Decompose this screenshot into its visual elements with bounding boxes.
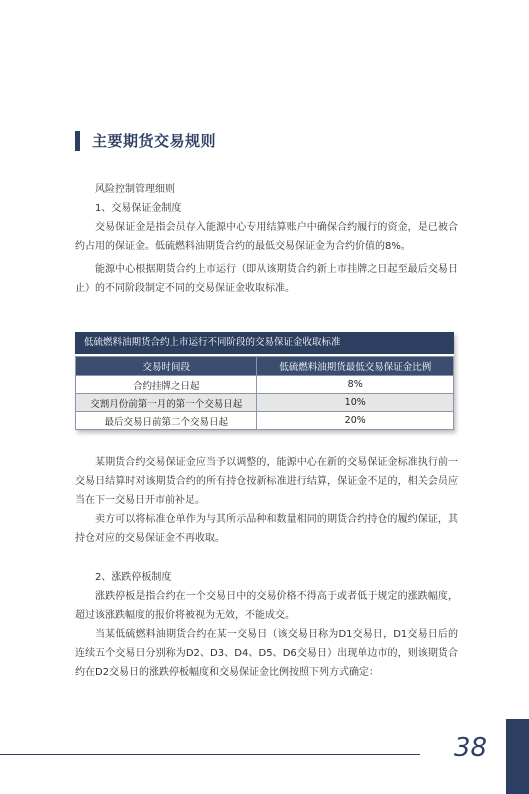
table-cell: 20% xyxy=(257,412,454,430)
paragraph: 当某低硫燃料油期货合约在某一交易日（该交易日称为D1交易日，D1交易日后的连续五个交易日分别称为D2、D3、D4、D5、D6交易日）出现单边市的，则该期货合约在D2交易日的涨跌停板幅度和交易保证金比例按照下列方式确定： xyxy=(75,629,458,678)
table xyxy=(75,356,454,430)
paragraph: 交易保证金是指会员存入能源中心专用结算账户中确保合约履行的资金，是已被合约占用的保证金。低硫燃料油期货合约的最低交易保证金为合约价值的8%。 xyxy=(75,222,458,252)
table-cell: 交割月份前第一月的第一个交易日起 xyxy=(76,394,257,412)
table-row xyxy=(76,412,454,430)
column-header: 交易时间段 xyxy=(76,357,257,376)
page-number: 38 xyxy=(454,733,488,763)
paragraph: 涨跌停板是指合约在一个交易日中的交易价格不得高于或者低于规定的涨跌幅度，超过该涨跌幅度的报价将被视为无效，不能成交。 xyxy=(75,591,458,621)
margin-table xyxy=(75,332,454,430)
table-title: 低硫燃料油期货合约上市运行不同阶段的交易保证金收取标准 xyxy=(75,332,454,356)
page-edge-tab xyxy=(506,719,529,794)
section-heading xyxy=(75,130,216,151)
table-cell: 10% xyxy=(257,394,454,412)
page-title: 主要期货交易规则 xyxy=(92,132,217,150)
table-header-row xyxy=(76,357,454,376)
paragraph: 能源中心根据期货合约上市运行（即从该期货合约新上市挂牌之日起至最后交易日止）的不同阶段制定不同的交易保证金收取标准。 xyxy=(75,264,458,294)
footer-divider xyxy=(0,754,420,755)
rule-heading: 1、交易保证金制度 xyxy=(95,203,182,214)
paragraph: 某期货合约交易保证金应当予以调整的，能源中心在新的交易保证金标准执行前一交易日结算时对该期货合约的所有持仓按新标准进行结算，保证金不足的，相关会员应当在下一交易日开市前补足。 xyxy=(75,457,458,506)
table-row xyxy=(76,376,454,394)
rule-heading: 2、涨跌停板制度 xyxy=(95,572,172,583)
bottom-text-block xyxy=(75,453,458,682)
heading-accent-bar xyxy=(75,131,80,151)
column-header: 低硫燃料油期货最低交易保证金比例 xyxy=(257,357,454,376)
table-cell: 最后交易日前第二个交易日起 xyxy=(76,412,257,430)
table-cell: 8% xyxy=(257,376,454,394)
subsection-title: 风险控制管理细则 xyxy=(95,184,175,195)
top-text-block xyxy=(75,180,458,298)
paragraph: 卖方可以将标准仓单作为与其所示品种和数量相同的期货合约持仓的履约保证，其持仓对应的交易保证金不再收取。 xyxy=(75,514,458,544)
table-row xyxy=(76,394,454,412)
table-cell: 合约挂牌之日起 xyxy=(76,376,257,394)
